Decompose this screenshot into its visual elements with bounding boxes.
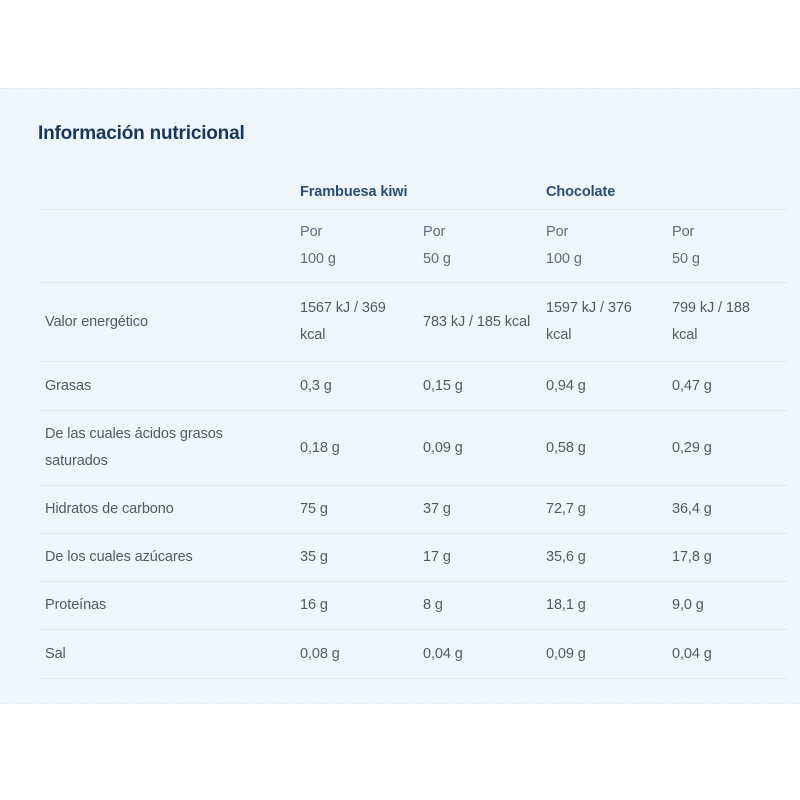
row-label: Grasas <box>45 377 92 394</box>
value-cell: 0,18 g <box>300 439 340 456</box>
value-cell: 0,08 g <box>300 645 340 662</box>
serving-header-frambuesa-50g <box>423 219 546 273</box>
serving-header-row <box>38 210 788 283</box>
value-cell: 8 g <box>423 597 443 613</box>
table-row-proteinas <box>38 582 788 630</box>
row-label: De los cuales azúcares <box>45 549 193 565</box>
value-cell: 36,4 g <box>672 501 712 517</box>
nutrition-table <box>38 170 788 679</box>
spacer-cell <box>38 201 300 209</box>
value-cell: 35,6 g <box>546 549 586 565</box>
value-cell: 799 kJ / 188 kcal <box>672 300 750 343</box>
serving-header-chocolate-100g <box>546 219 672 273</box>
value-cell: 16 g <box>300 597 328 613</box>
row-label: Valor energético <box>45 313 148 330</box>
table-row-hidratos-de-carbono <box>38 486 788 534</box>
table-row-grasas <box>38 362 788 411</box>
serving-unit-label: Por <box>423 224 446 240</box>
value-cell: 35 g <box>300 549 328 565</box>
row-label: Sal <box>45 645 66 662</box>
table-row-acidos-grasos-saturados <box>38 411 788 486</box>
value-cell: 0,58 g <box>546 439 586 456</box>
serving-header-chocolate-50g <box>672 219 788 273</box>
row-label: Proteínas <box>45 597 107 613</box>
value-cell: 0,09 g <box>423 439 463 456</box>
value-cell: 0,47 g <box>672 377 712 394</box>
value-cell: 0,94 g <box>546 377 586 394</box>
table-row-valor-energetico <box>38 283 788 362</box>
row-label: Hidratos de carbono <box>45 501 174 517</box>
nutrition-panel <box>0 88 800 704</box>
serving-amount-label: 100 g <box>546 251 582 267</box>
page-title: Información nutricional <box>38 123 245 144</box>
serving-unit-label: Por <box>672 224 695 240</box>
serving-header-frambuesa-100g <box>300 219 423 273</box>
value-cell: 0,29 g <box>672 439 712 456</box>
value-cell: 9,0 g <box>672 597 704 613</box>
row-label: De las cuales ácidos grasos saturados <box>45 426 223 469</box>
value-cell: 0,15 g <box>423 377 463 394</box>
serving-amount-label: 50 g <box>423 251 451 267</box>
product-name-chocolate: Chocolate <box>546 184 616 200</box>
value-cell: 0,3 g <box>300 377 332 394</box>
value-cell: 1597 kJ / 376 kcal <box>546 300 632 343</box>
value-cell: 75 g <box>300 501 328 517</box>
value-cell: 0,04 g <box>672 645 712 662</box>
product-header-row <box>38 170 788 210</box>
value-cell: 1567 kJ / 369 kcal <box>300 300 386 343</box>
value-cell: 18,1 g <box>546 597 586 613</box>
serving-unit-label: Por <box>300 224 323 240</box>
value-cell: 0,09 g <box>546 645 586 662</box>
value-cell: 72,7 g <box>546 501 586 517</box>
value-cell: 783 kJ / 185 kcal <box>423 313 531 330</box>
value-cell: 37 g <box>423 501 451 517</box>
product-name-frambuesa-kiwi: Frambuesa kiwi <box>300 184 408 200</box>
serving-unit-label: Por <box>546 224 569 240</box>
serving-amount-label: 50 g <box>672 251 700 267</box>
table-row-sal <box>38 630 788 679</box>
serving-amount-label: 100 g <box>300 251 336 267</box>
value-cell: 0,04 g <box>423 645 463 662</box>
value-cell: 17 g <box>423 549 451 565</box>
value-cell: 17,8 g <box>672 549 712 565</box>
table-row-azucares <box>38 534 788 582</box>
